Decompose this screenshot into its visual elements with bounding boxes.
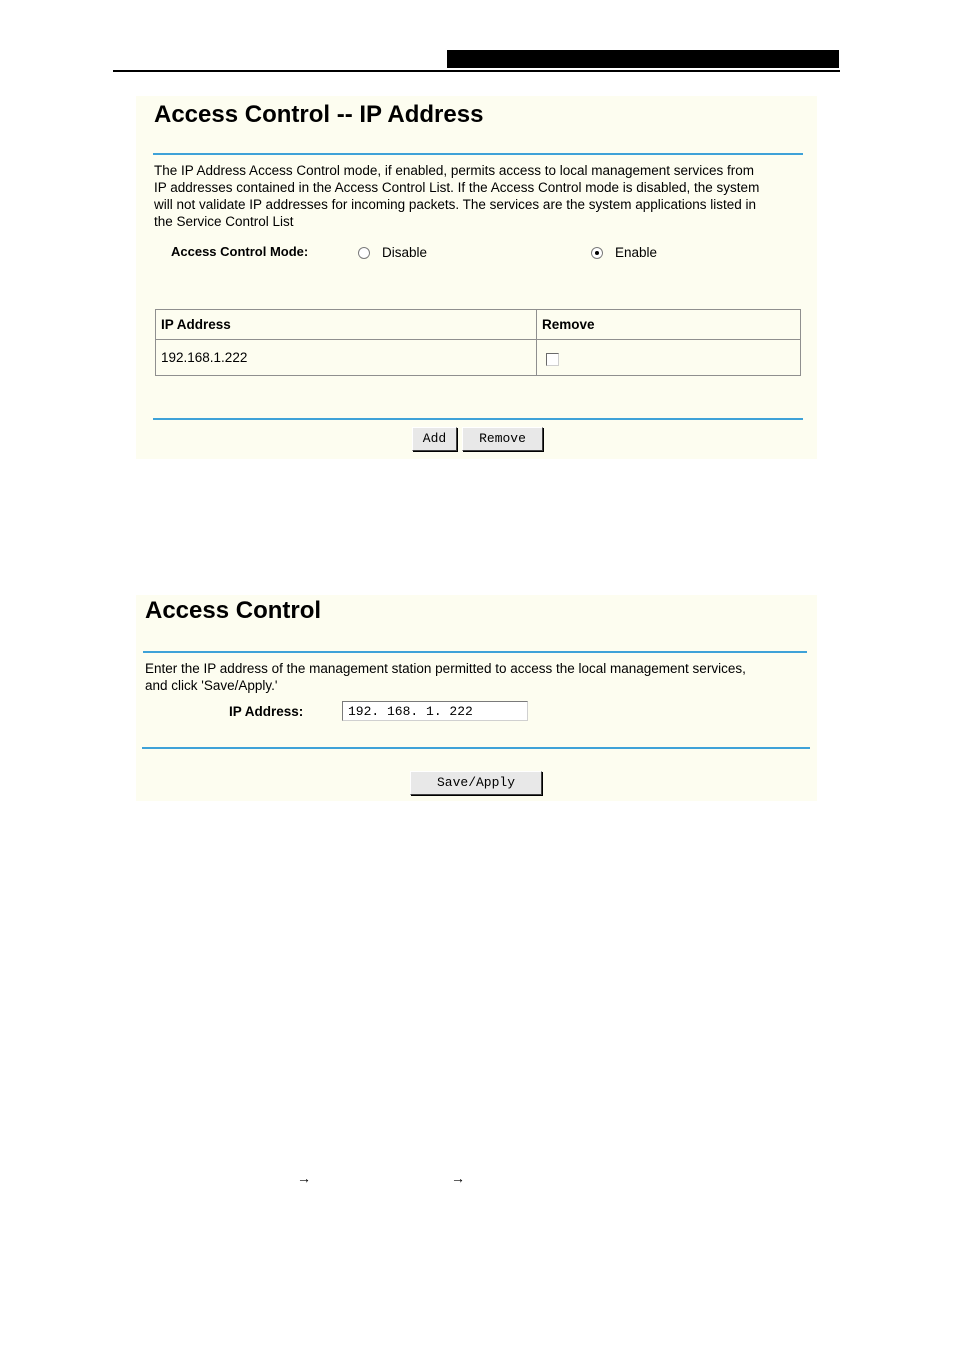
table-row (156, 340, 801, 376)
arrow-right-icon: → (297, 1170, 311, 1186)
description-line: The IP Address Access Control mode, if enabled, permits access to local management services from (154, 163, 755, 178)
access-control-panel (136, 595, 817, 801)
bottom-divider (153, 418, 803, 420)
table-header-row (156, 310, 801, 340)
remove-checkbox[interactable] (546, 353, 559, 366)
remove-cell (537, 340, 801, 376)
description-line: Enter the IP address of the management station permitted to access the local management services, (145, 661, 746, 676)
title-divider (143, 651, 807, 653)
disable-radio[interactable] (358, 247, 370, 259)
ip-address-cell: 192.168.1.222 (156, 340, 537, 376)
add-button[interactable]: Add (412, 427, 457, 451)
description-line: will not validate IP addresses for incoming packets. The services are the system applications listed in (154, 197, 757, 212)
description (145, 660, 810, 694)
title-divider (153, 153, 803, 155)
enable-radio-label[interactable]: Enable (615, 245, 658, 260)
disable-radio-label[interactable]: Disable (382, 245, 428, 260)
header-black-bar (447, 50, 839, 68)
access-control-list-table (155, 309, 801, 376)
save-apply-button[interactable]: Save/Apply (410, 771, 542, 795)
access-control-ip-panel (136, 96, 817, 459)
description (154, 162, 804, 230)
page-title: Access Control (145, 597, 322, 624)
header-rule (113, 70, 840, 72)
remove-button[interactable]: Remove (462, 427, 543, 451)
column-header-remove: Remove (537, 310, 801, 340)
description-line: IP addresses contained in the Access Control List. If the Access Control mode is disabled, the system (154, 180, 760, 195)
description-line: and click 'Save/Apply.' (145, 678, 278, 693)
bottom-divider (142, 747, 810, 749)
arrow-right-icon: → (451, 1170, 465, 1186)
ip-address-label: IP Address: (229, 704, 304, 719)
access-control-mode-label: Access Control Mode: (171, 244, 309, 259)
enable-radio[interactable] (591, 247, 603, 259)
column-header-ip-address: IP Address (156, 310, 537, 340)
ip-address-input[interactable]: 192. 168. 1. 222 (342, 701, 528, 721)
description-line: the Service Control List (154, 214, 294, 229)
page-title: Access Control -- IP Address (154, 101, 484, 128)
